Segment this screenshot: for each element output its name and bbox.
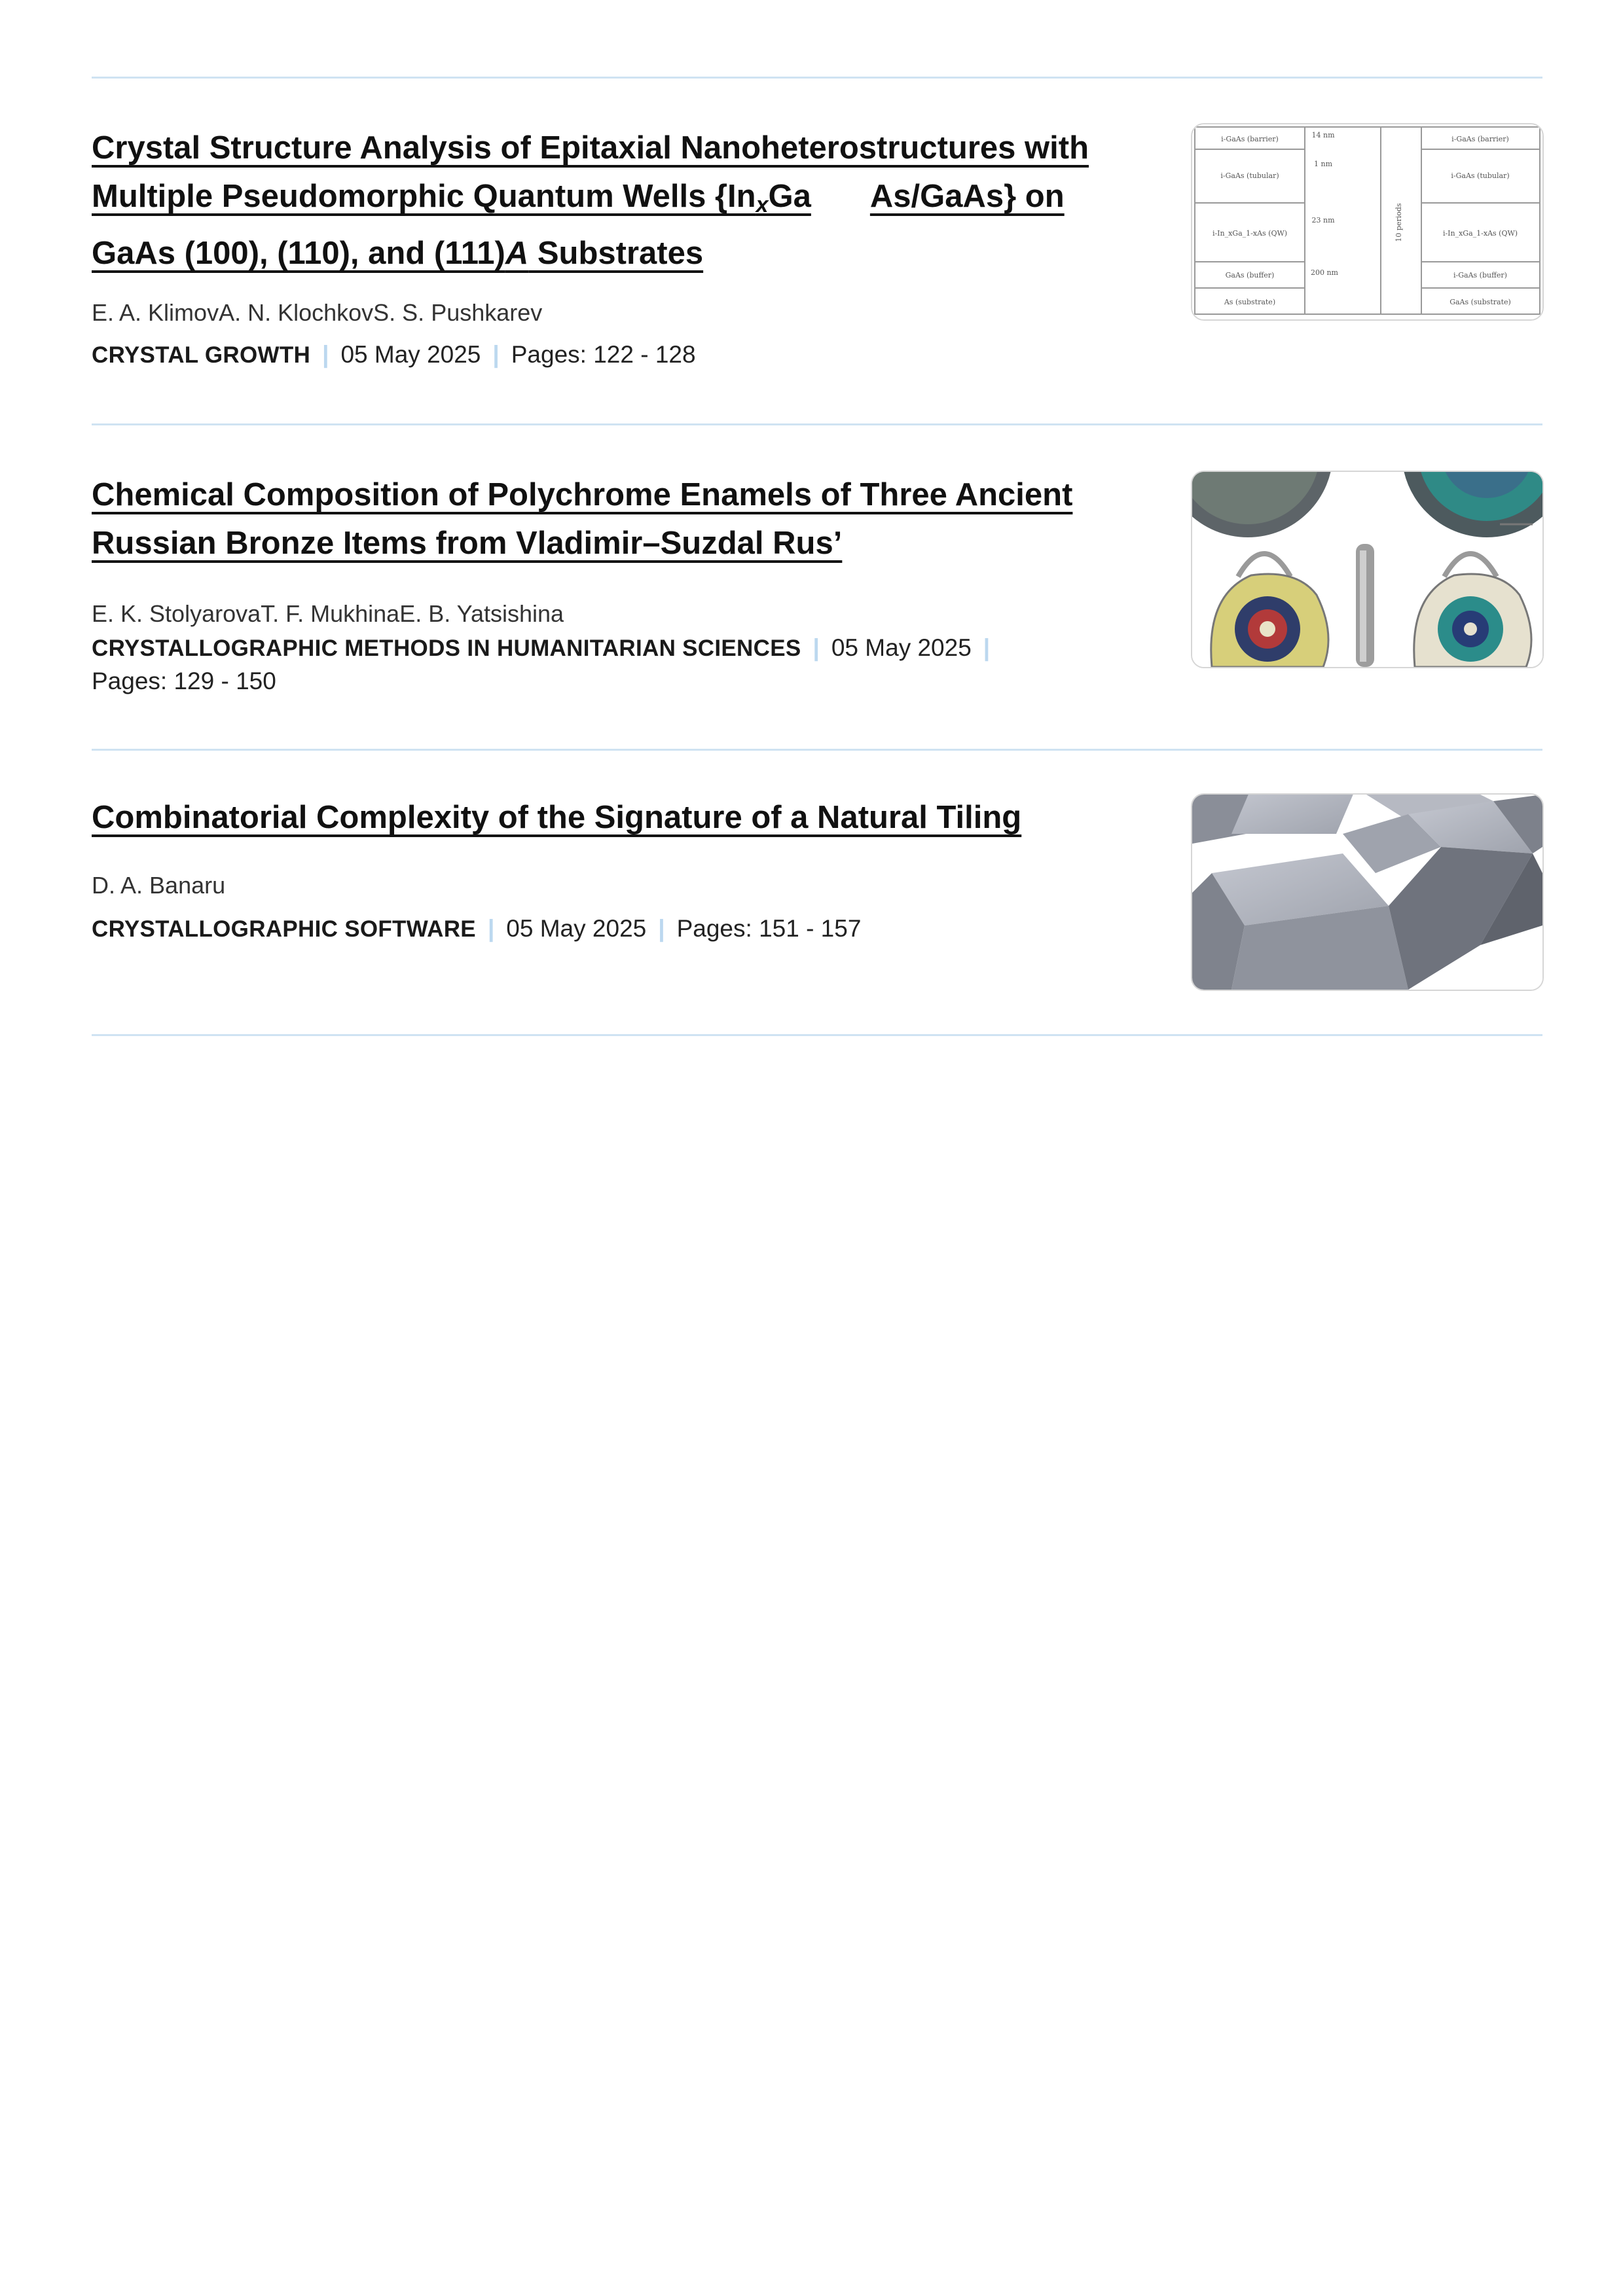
article-title-link[interactable]: Combinatorial Complexity of the Signature of a Natural Tiling bbox=[92, 800, 1022, 835]
layer-label: i-GaAs (tubular) bbox=[1220, 171, 1279, 180]
article-thumbnail[interactable] bbox=[1191, 123, 1544, 321]
layer-label: i-GaAs (barrier) bbox=[1451, 135, 1509, 143]
article-meta bbox=[92, 338, 1165, 372]
article-item bbox=[92, 77, 1542, 423]
meta-separator: | bbox=[487, 915, 495, 942]
author-link[interactable]: E. B. Yatsishina bbox=[399, 600, 564, 627]
section-link[interactable]: CRYSTAL GROWTH bbox=[92, 342, 311, 368]
article-thumbnail[interactable] bbox=[1191, 471, 1544, 668]
article-meta bbox=[92, 632, 1165, 698]
layer-label: i-In_xGa_1-xAs (QW) bbox=[1212, 229, 1288, 238]
layer-label: i-GaAs (buffer) bbox=[1453, 271, 1507, 279]
article-title-link[interactable]: Chemical Composition of Polychrome Enamels of Three Ancient Russian Bronze Items from Vladimir–Suzdal Rus’ bbox=[92, 477, 1073, 561]
article-item bbox=[92, 423, 1542, 749]
section-link[interactable]: CRYSTALLOGRAPHIC METHODS IN HUMANITARIAN SCIENCES bbox=[92, 636, 801, 661]
thickness-label: 14 nm bbox=[1311, 131, 1335, 139]
thickness-label: 200 nm bbox=[1310, 268, 1339, 277]
thickness-label: 23 nm bbox=[1311, 216, 1335, 224]
author-list bbox=[92, 299, 542, 327]
bottom-divider bbox=[92, 1034, 1542, 1036]
section-link[interactable]: CRYSTALLOGRAPHIC SOFTWARE bbox=[92, 916, 476, 942]
page-range: Pages: 122 - 128 bbox=[511, 341, 696, 368]
meta-separator: | bbox=[983, 634, 991, 661]
article-item bbox=[92, 749, 1542, 1034]
author-list bbox=[92, 872, 225, 899]
meta-separator: | bbox=[812, 634, 820, 661]
enamel-pendant-image bbox=[1192, 472, 1542, 667]
article-title-link[interactable]: Crystal Structure Analysis of Epitaxial Nanoheterostructures with Multiple Pseudomorphic Quantum Wells {$In_xGa$ As/GaAs} on GaAs (100), (110), and (111)A Substrates bbox=[92, 130, 1089, 271]
author-link[interactable]: T. F. Mukhina bbox=[261, 600, 400, 627]
layer-label: i-GaAs (barrier) bbox=[1221, 135, 1279, 143]
article-title bbox=[92, 793, 1139, 842]
meta-separator: | bbox=[658, 915, 665, 942]
meta-separator: | bbox=[322, 341, 329, 368]
author-link[interactable]: D. A. Banaru bbox=[92, 872, 226, 899]
article-thumbnail[interactable] bbox=[1191, 793, 1544, 991]
layer-label: GaAs (buffer) bbox=[1225, 271, 1275, 279]
publication-date: 05 May 2025 bbox=[831, 634, 972, 661]
article-title bbox=[92, 471, 1139, 567]
author-link[interactable]: A. N. Klochkov bbox=[219, 299, 374, 326]
author-link[interactable]: S. S. Pushkarev bbox=[373, 299, 543, 326]
meta-separator: | bbox=[492, 341, 500, 368]
author-list bbox=[92, 600, 564, 628]
layer-label: As (substrate) bbox=[1224, 298, 1276, 306]
thickness-label: 1 nm bbox=[1313, 160, 1333, 168]
layer-label: GaAs (substrate) bbox=[1450, 298, 1511, 306]
page-range: Pages: 151 - 157 bbox=[676, 915, 862, 942]
article-meta bbox=[92, 912, 1165, 946]
layer-diagram-image bbox=[1192, 124, 1542, 319]
publication-date: 05 May 2025 bbox=[506, 915, 647, 942]
author-link[interactable]: E. A. Klimov bbox=[92, 299, 219, 326]
article-title bbox=[92, 124, 1139, 278]
periods-label: 10 periods bbox=[1395, 203, 1403, 242]
publication-date: 05 May 2025 bbox=[340, 341, 481, 368]
layer-label: i-GaAs (tubular) bbox=[1451, 171, 1510, 180]
page-range: Pages: 129 - 150 bbox=[92, 668, 276, 694]
author-link[interactable]: E. K. Stolyarova bbox=[92, 600, 261, 627]
layer-label: i-In_xGa_1-xAs (QW) bbox=[1442, 229, 1518, 238]
cube-tiling-image bbox=[1192, 795, 1542, 990]
